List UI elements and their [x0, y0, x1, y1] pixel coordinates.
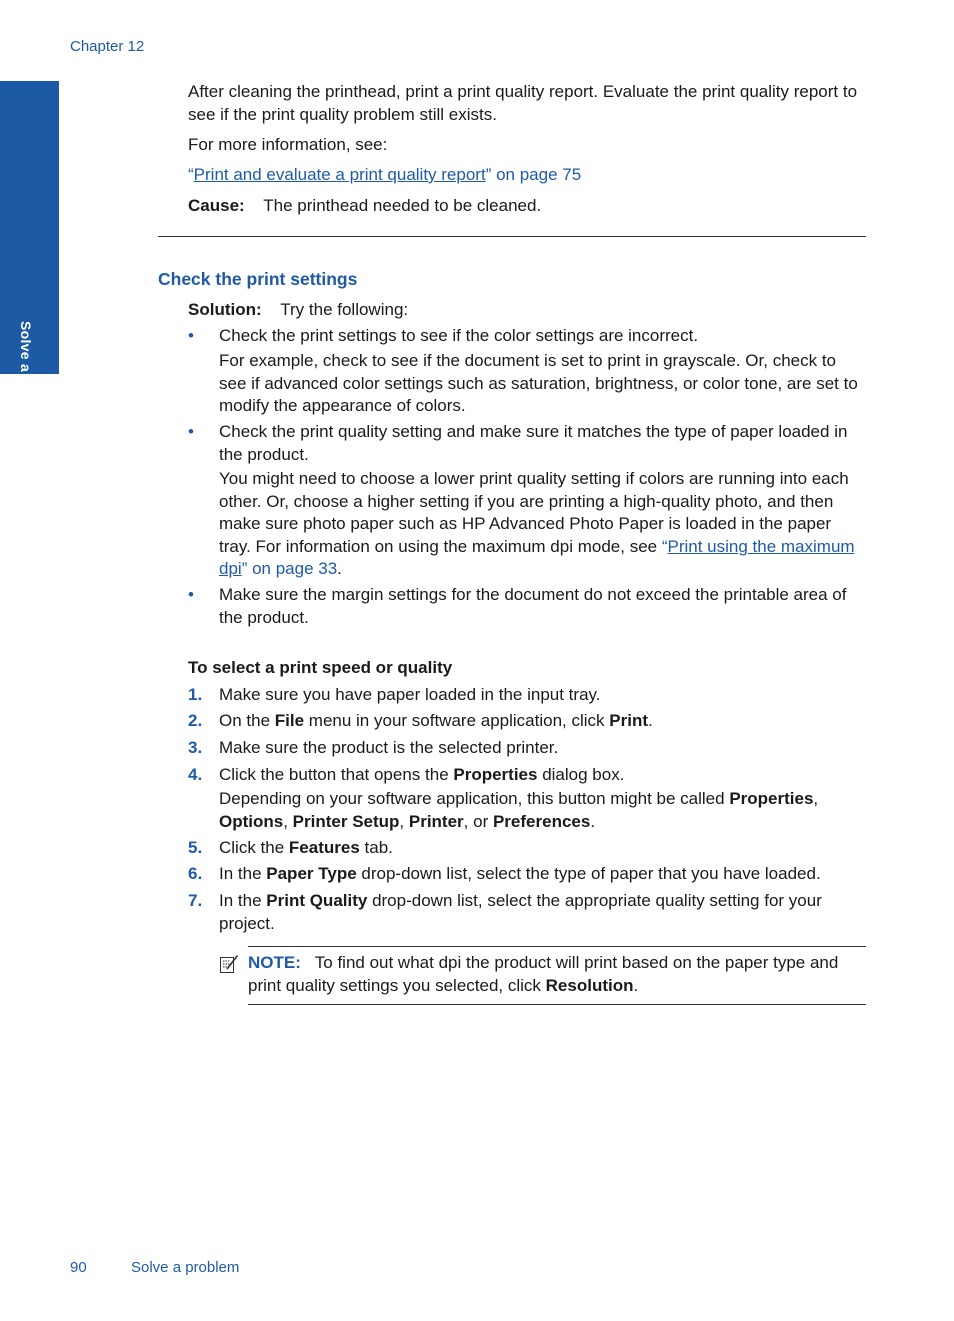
step-3-text: Make sure the product is the selected printer.	[219, 738, 559, 757]
side-tab-label: Solve a problem	[18, 321, 34, 434]
more-info-text: For more information, see:	[188, 135, 388, 154]
note-text: NOTE: To find out what dpi the product will print based on the paper type and print quality settings you selected, click Resolution.	[248, 953, 839, 995]
step-2-text: On the File menu in your software application, click Print.	[219, 711, 653, 730]
bullet-marker: •	[188, 326, 194, 345]
solution-line: Solution: Try the following:	[188, 300, 409, 319]
step-4-text: Click the button that opens the Properties dialog box.	[219, 765, 625, 784]
procedure-title: To select a print speed or quality	[188, 658, 453, 677]
step-number: 4.	[188, 765, 203, 784]
side-tab	[0, 81, 59, 434]
step-7-text: In the Print Quality drop-down list, select the appropriate quality setting for your project.	[219, 891, 822, 933]
step-5-text: Click the Features tab.	[219, 838, 393, 857]
note-bottom-rule	[248, 1004, 866, 1005]
bullet-marker: •	[188, 422, 194, 441]
page-number: 90	[70, 1259, 87, 1276]
note-top-rule	[248, 946, 866, 947]
chapter-header: Chapter 12	[70, 38, 145, 55]
step-number: 2.	[188, 711, 203, 730]
step-4-detail: Depending on your software application, this button might be called Properties, Options, Printer Setup, Printer, or Preferences.	[219, 789, 819, 831]
section-divider	[158, 236, 866, 237]
cause-line: Cause: The printhead needed to be cleaned.	[188, 196, 542, 215]
bullet-1-detail: For example, check to see if the document is set to print in grayscale. Or, check to see if advanced color settings such as saturation, brightness, or color tone, are set to modify the appearance of colors.	[219, 351, 858, 415]
bullet-2-main: Check the print quality setting and make sure it matches the type of paper loaded in the product.	[219, 422, 848, 464]
step-number: 3.	[188, 738, 203, 757]
bullet-marker: •	[188, 585, 194, 604]
bullet-2-detail: You might need to choose a lower print quality setting if colors are running into each other. Or, choose a higher setting if you are printing a high-quality photo, and then make sure photo paper such as HP Advanced Photo Paper is loaded in the paper tray. For information on using the maximum dpi mode, see “Print using the maximum dpi” on page 33.	[219, 469, 855, 578]
step-1-text: Make sure you have paper loaded in the input tray.	[219, 685, 601, 704]
print-quality-report-link[interactable]: “Print and evaluate a print quality report” on page 75	[188, 165, 582, 184]
bullet-1-main: Check the print settings to see if the color settings are incorrect.	[219, 326, 699, 345]
note-icon	[219, 954, 239, 974]
section-title: Check the print settings	[158, 269, 358, 289]
max-dpi-link[interactable]: “Print using the maximum dpi” on page 33	[219, 536, 855, 578]
step-number: 5.	[188, 838, 203, 857]
intro-paragraph: After cleaning the printhead, print a print quality report. Evaluate the print quality report to see if the print quality problem still exists.	[188, 82, 858, 124]
step-number: 1.	[188, 685, 203, 704]
step-6-text: In the Paper Type drop-down list, select the type of paper that you have loaded.	[219, 864, 821, 883]
footer-title: Solve a problem	[131, 1259, 240, 1276]
bullet-3-main: Make sure the margin settings for the document do not exceed the printable area of the product.	[219, 585, 847, 627]
step-number: 7.	[188, 891, 203, 910]
step-number: 6.	[188, 864, 203, 883]
